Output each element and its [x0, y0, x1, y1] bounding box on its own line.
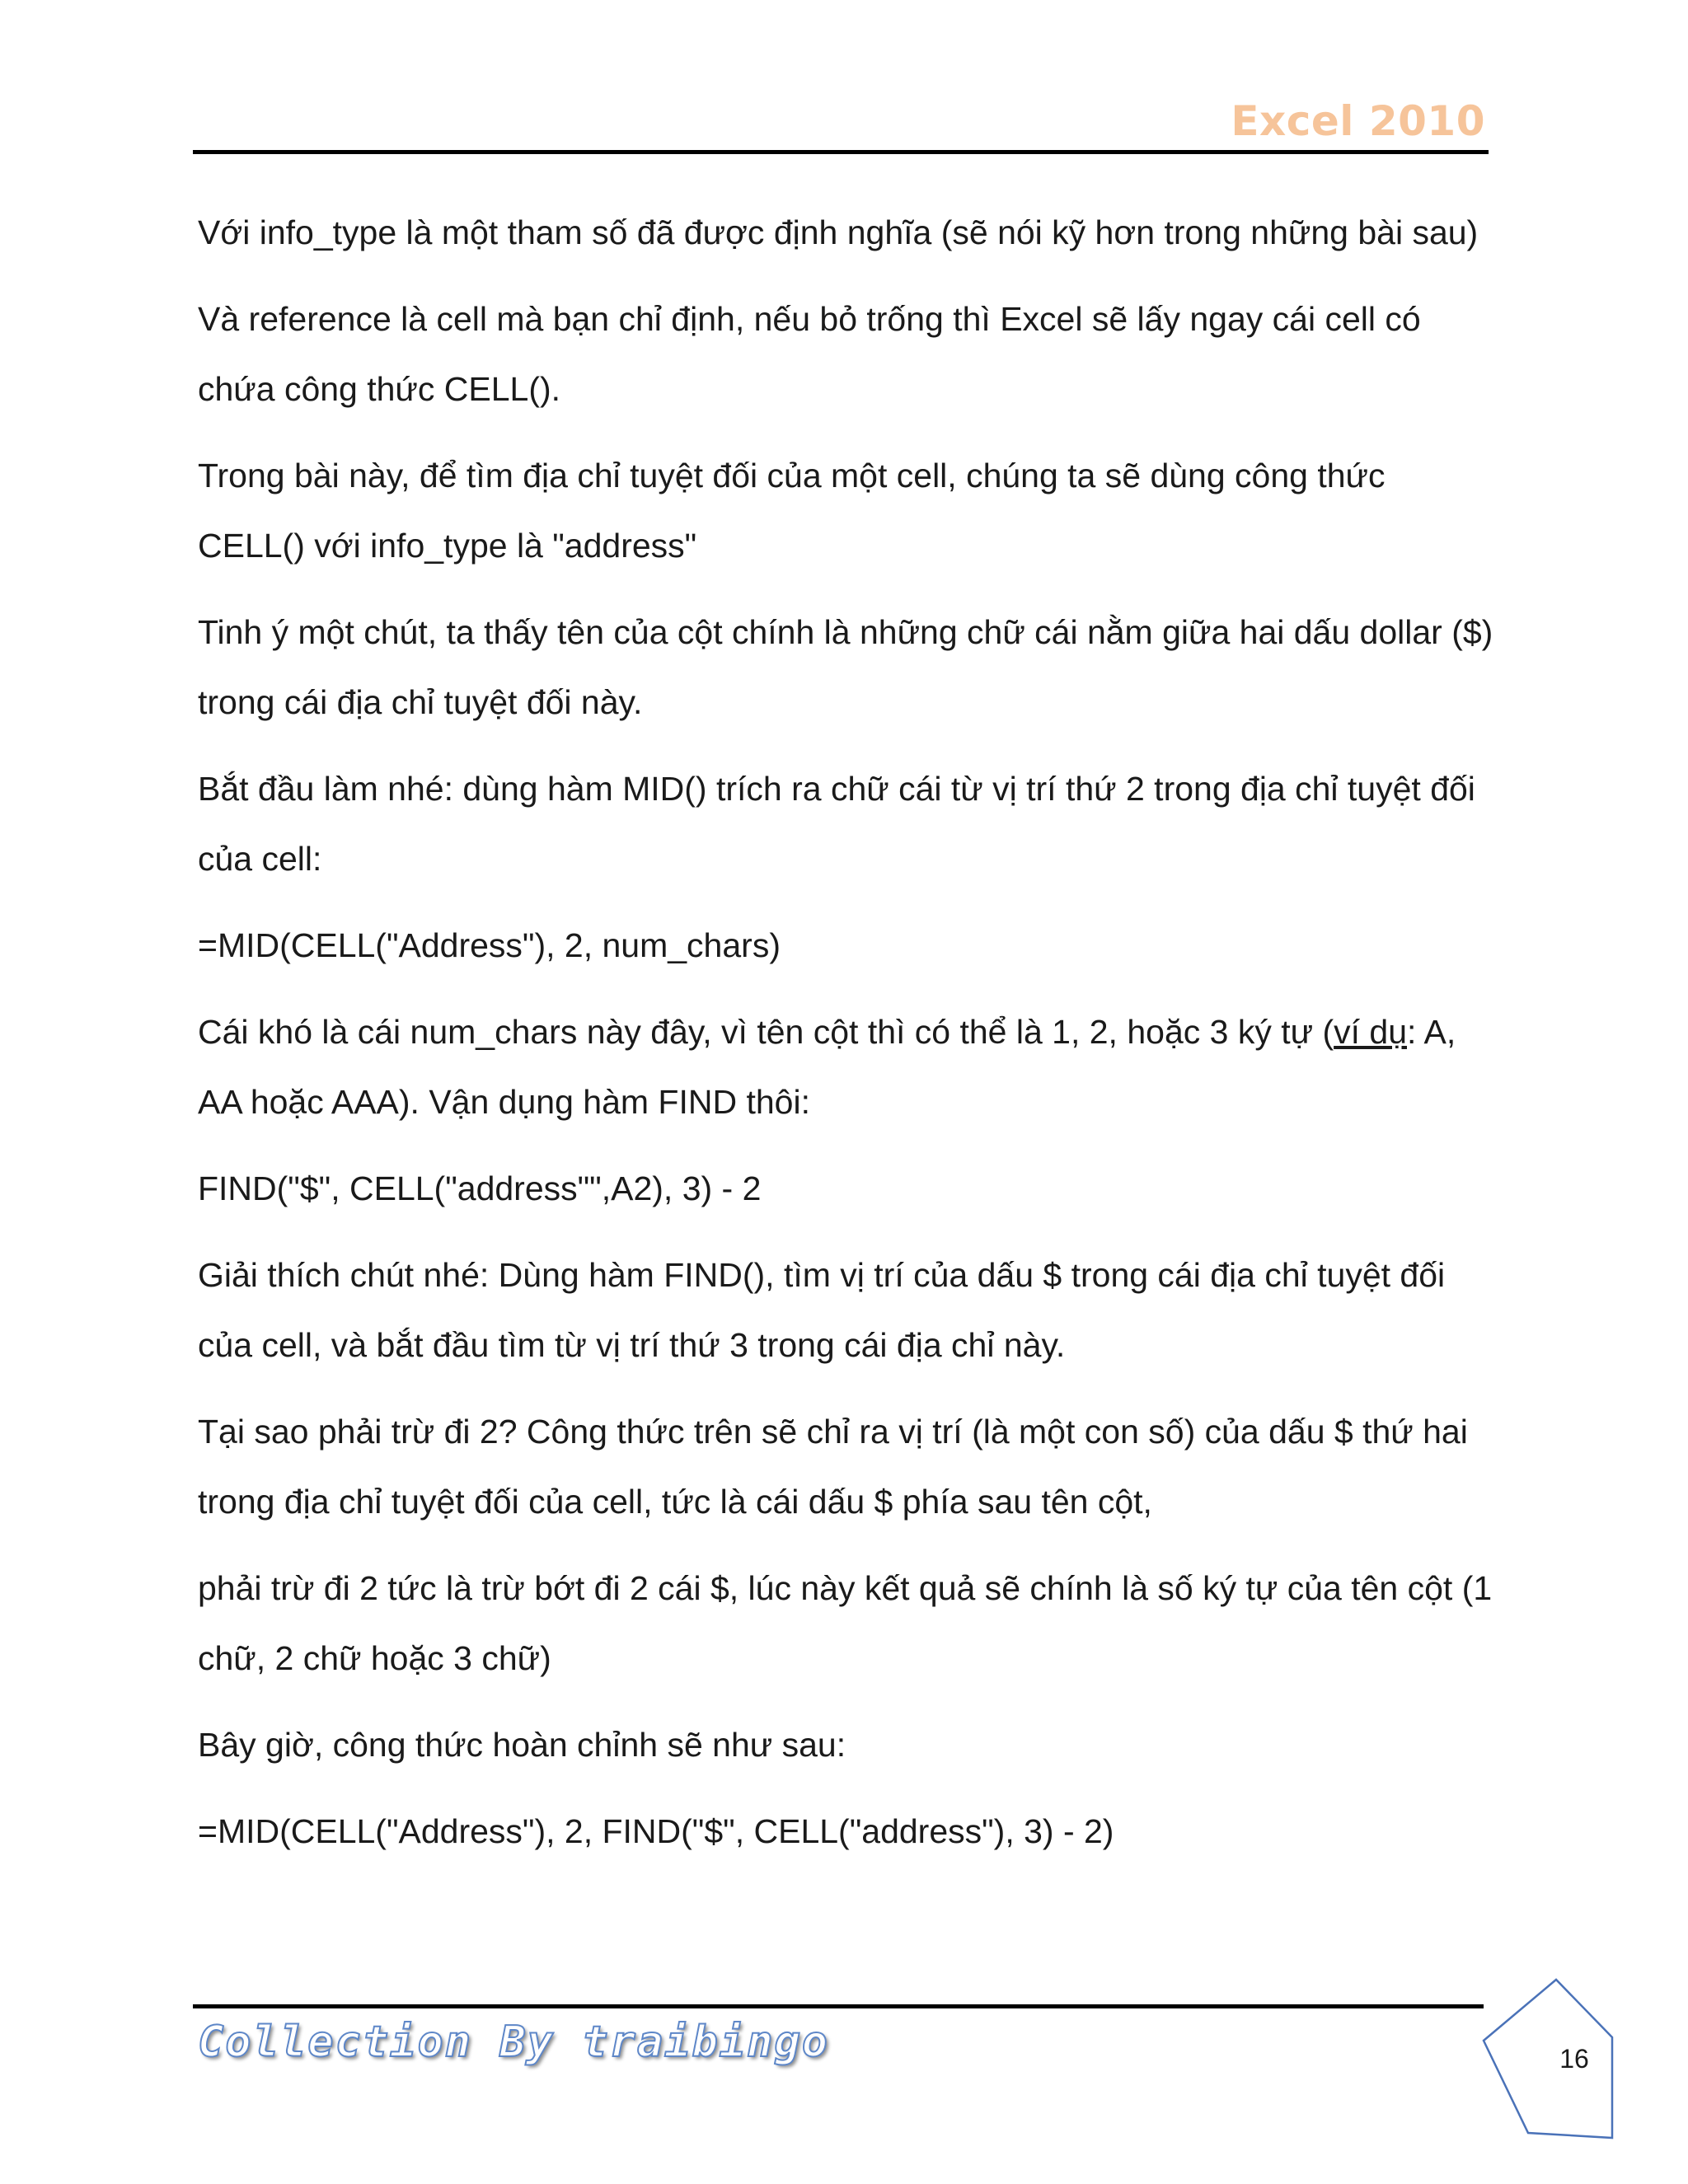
paragraph-why-minus-two: Tại sao phải trừ đi 2? Công thức trên sẽ chỉ ra vị trí (là một con số) của dấu $ thứ hai trong địa chỉ tuyệt đối của cell, tức là cái dấu $ phía sau tên cột, — [198, 1413, 1468, 1521]
formula-mid-numchars: =MID(CELL("Address"), 2, num_chars) — [198, 926, 781, 964]
paragraph-numchars-before: Cái khó là cái num_chars này đây, vì tên cột thì có thể là 1, 2, hoặc 3 ký tự ( — [198, 1013, 1334, 1051]
header-rule — [193, 150, 1489, 154]
formula-find: FIND("$", CELL("address"",A2), 3) - 2 — [198, 1169, 762, 1207]
header-title: Excel 2010 — [1231, 97, 1485, 145]
formula-complete: =MID(CELL("Address"), 2, FIND("$", CELL("address"), 3) - 2) — [198, 1812, 1114, 1850]
example-underlined-text: ví dụ — [1334, 1013, 1407, 1051]
paragraph-column-name: Tinh ý một chút, ta thấy tên của cột chính là những chữ cái nằm giữa hai dấu dollar ($) trong cái địa chỉ tuyệt đối này. — [198, 613, 1493, 721]
paragraph-address-usage: Trong bài này, để tìm địa chỉ tuyệt đối của một cell, chúng ta sẽ dùng công thức CELL() với info_type là "address" — [198, 457, 1386, 565]
paragraph-find-explanation: Giải thích chút nhé: Dùng hàm FIND(), tìm vị trí của dấu $ trong cái địa chỉ tuyệt đối của cell, và bắt đầu tìm từ vị trí thứ 3 trong cái địa chỉ này. — [198, 1256, 1446, 1364]
page-content — [198, 198, 1500, 1883]
footer-credit: Collection By traibingo — [198, 2018, 830, 2067]
paragraph-mid-start: Bắt đầu làm nhé: dùng hàm MID() trích ra chữ cái từ vị trí thứ 2 trong địa chỉ tuyệt đối của cell: — [198, 770, 1475, 878]
paragraph-info-type: Với info_type là một tham số đã được định nghĩa (sẽ nói kỹ hơn trong những bài sau) — [198, 213, 1479, 251]
paragraph-reference: Và reference là cell mà bạn chỉ định, nếu bỏ trống thì Excel sẽ lấy ngay cái cell có chứa công thức CELL(). — [198, 300, 1421, 408]
page-number: 16 — [1559, 2044, 1589, 2074]
paragraph-numchars — [198, 997, 1500, 1137]
paragraph-numchars-after: : A, AA hoặc AAA). Vận dụng hàm FIND thôi: — [198, 1013, 1456, 1121]
footer-rule — [193, 2004, 1484, 2008]
paragraph-subtract-result: phải trừ đi 2 tức là trừ bớt đi 2 cái $, lúc này kết quả sẽ chính là số ký tự của tên cột (1 chữ, 2 chữ hoặc 3 chữ) — [198, 1569, 1493, 1677]
paragraph-complete-formula-intro: Bây giờ, công thức hoàn chỉnh sẽ như sau: — [198, 1726, 846, 1764]
